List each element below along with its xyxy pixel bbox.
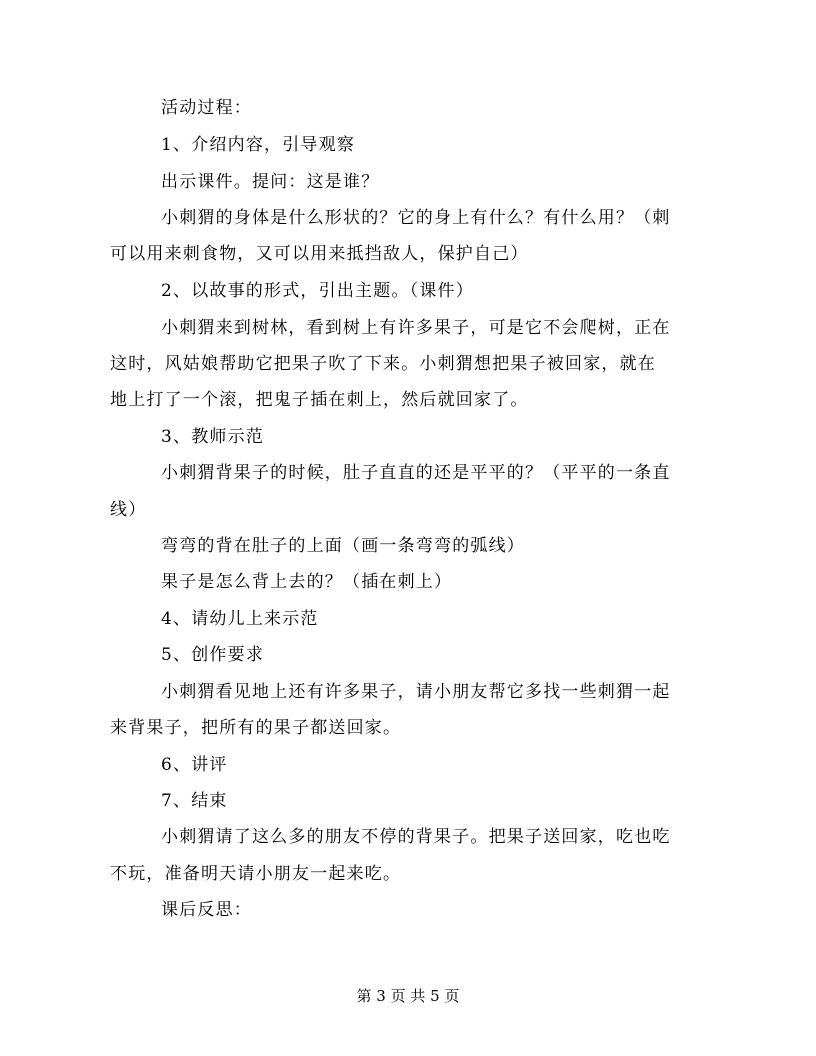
step-heading-4: 4、请幼儿上来示范 [161,609,319,629]
paragraph-line: 这时，风姑娘帮助它把果子吹了下来。小刺猬想把果子被回家，就在 [110,354,656,374]
paragraph-line: 小刺猬请了这么多的朋友不停的背果子。把果子送回家，吃也吃 [161,827,671,847]
section-heading-reflection: 课后反思： [161,900,252,920]
step-heading-7: 7、结束 [161,791,228,811]
paragraph-line: 可以用来刺食物，又可以用来抵挡敌人，保护自己） [110,244,529,264]
paragraph-line: 小刺猬来到树林，看到树上有许多果子，可是它不会爬树，正在 [161,318,671,338]
step-heading-3: 3、教师示范 [161,427,265,447]
paragraph-line: 小刺猬看见地上还有许多果子，请小朋友帮它多找一些刺猬一起 [161,682,671,702]
section-heading-activity-process: 活动过程： [161,98,252,118]
page-number-footer: 第 3 页 共 5 页 [356,987,460,1005]
paragraph-line: 小刺猬背果子的时候，肚子直直的还是平平的？（平平的一条直 [161,463,671,483]
paragraph-line: 弯弯的背在肚子的上面（画一条弯弯的弧线） [161,536,525,556]
paragraph-line: 线） [110,500,147,520]
paragraph-line: 小刺猬的身体是什么形状的？它的身上有什么？有什么用？（刺 [161,208,671,228]
paragraph-line: 不玩，准备明天请小朋友一起来吃。 [110,864,402,884]
step-heading-2: 2、以故事的形式，引出主题。（课件） [161,281,474,301]
step-heading-6: 6、讲评 [161,755,228,775]
step-heading-1: 1、介绍内容，引导观察 [161,135,356,155]
paragraph-line: 果子是怎么背上去的？（插在刺上） [161,572,453,592]
paragraph-line: 出示课件。提问：这是谁？ [161,172,380,192]
step-heading-5: 5、创作要求 [161,645,265,665]
paragraph-line: 来背果子，把所有的果子都送回家。 [110,718,402,738]
paragraph-line: 地上打了一个滚，把鬼子插在刺上，然后就回家了。 [110,390,529,410]
